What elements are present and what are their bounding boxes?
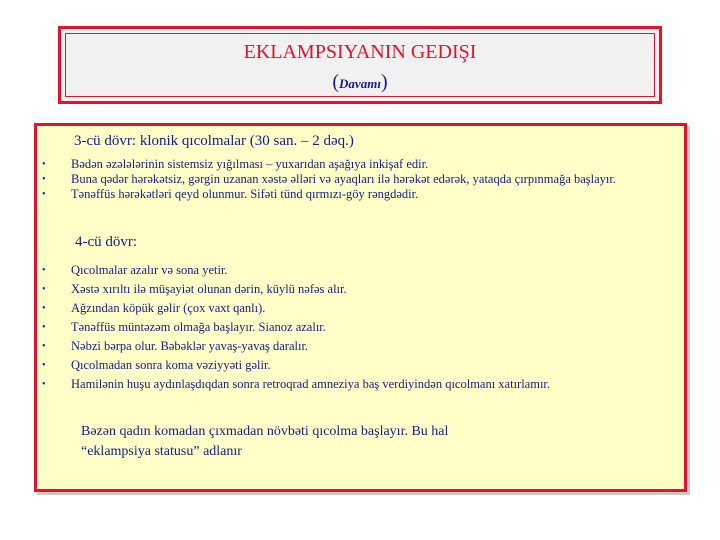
stage3-list [37, 157, 671, 202]
bullet-icon: • [42, 360, 46, 371]
list-item: • Bədən əzələlərinin sistemsiz yığılması – yuxarıdan aşağıya inkişaf edir. [42, 157, 429, 171]
subtitle-continued: Davamı [339, 76, 381, 91]
bullet-icon: • [42, 174, 46, 185]
bullet-icon: • [42, 159, 46, 170]
list-item: • Xəstə xırıltı ilə müşayiət olunan dərin, küylü nəfəs alır. [37, 280, 550, 299]
list-item: • Buna qədər hərəkətsiz, gərgin uzanan xəstə əlləri və ayaqları ilə hərəkət edərək, yataqda çırpınmağa başlayır. [42, 172, 617, 186]
list-item: • Tənəffüs hərəkətləri qeyd olunmur. Sifəti tünd qırmızı-göy rəngdədir. [42, 187, 419, 201]
bullet-icon: • [42, 189, 46, 200]
list-item: • Qıcolmalar azalır və sona yetir. [37, 261, 550, 280]
bullet-icon: • [42, 341, 46, 352]
title-banner [58, 26, 662, 104]
page-title: EKLAMPSIYANIN GEDIŞI [243, 41, 477, 63]
bullet-icon: • [42, 322, 46, 333]
list-item: • Nəbzi bərpa olur. Bəbəklər yavaş-yavaş daralır. [37, 337, 550, 356]
stage4-heading: 4-cü dövr: [75, 234, 138, 250]
bullet-icon: • [42, 265, 46, 276]
status-note-line-2: “eklampsiya statusu” adlanır [81, 444, 242, 459]
status-note-line-1: Bəzən qadın komadan çıxmadan növbəti qıcolma başlayır. Bu hal [81, 424, 449, 439]
list-item: • Qıcolmadan sonra koma vəziyyəti gəlir. [37, 356, 550, 375]
bullet-icon: • [42, 284, 46, 295]
list-item: • Hamilənin huşu aydınlaşdıqdan sonra retroqrad amneziya baş verdiyindən qıcolmanı xatırlamır. [37, 375, 550, 394]
subtitle-close-paren: ) [380, 71, 388, 93]
page-subtitle [61, 71, 659, 94]
bullet-icon: • [42, 379, 46, 390]
stage4-list [37, 261, 550, 394]
stage3-heading: 3-cü dövr: klonik qıcolmalar (30 san. – 2 dəq.) [74, 133, 354, 149]
status-note [81, 422, 581, 462]
list-item: • Ağzından köpük gəlir (çox vaxt qanlı). [37, 299, 550, 318]
subtitle-open-paren: ( [332, 71, 340, 93]
list-item: • Tənəffüs müntəzəm olmağa başlayır. Sianoz azalır. [37, 318, 550, 337]
bullet-icon: • [42, 303, 46, 314]
content-panel [34, 123, 687, 492]
